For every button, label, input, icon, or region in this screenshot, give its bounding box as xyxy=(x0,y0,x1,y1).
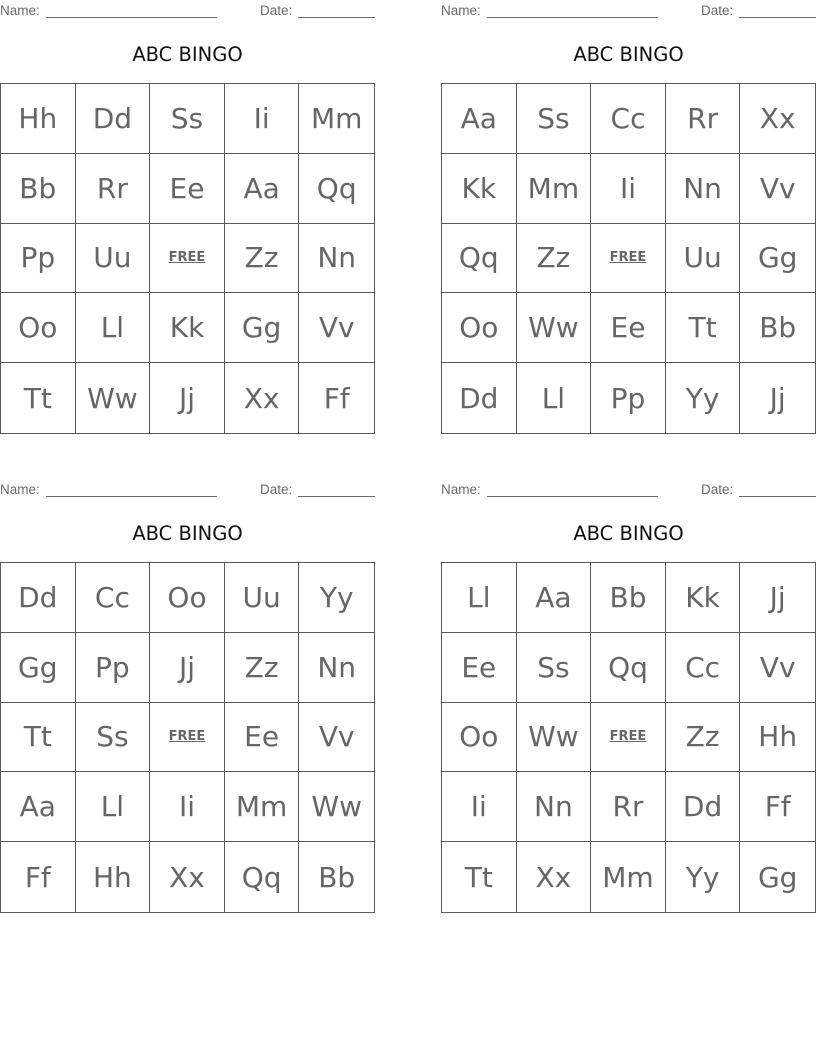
bingo-cell: Ii xyxy=(442,772,517,842)
bingo-cell: Gg xyxy=(740,224,815,294)
bingo-cell: Uu xyxy=(76,224,151,294)
card-title: ABC BINGO xyxy=(132,43,243,66)
bingo-cell: Jj xyxy=(150,363,225,433)
bingo-cell: Ss xyxy=(150,84,225,154)
date-blank-line xyxy=(739,17,816,18)
bingo-cell: Ww xyxy=(517,293,592,363)
bingo-cell: Ff xyxy=(323,381,350,415)
name-blank-line xyxy=(487,17,658,18)
bingo-cell: Aa xyxy=(225,154,300,224)
bingo-card-2 xyxy=(441,0,816,440)
bingo-cell: Oo xyxy=(150,563,225,633)
bingo-cell: Nn xyxy=(517,772,592,842)
bingo-cell: Kk xyxy=(442,154,517,224)
bingo-card-3 xyxy=(0,479,375,919)
name-blank-line xyxy=(46,496,217,497)
bingo-cell: Cc xyxy=(76,563,151,633)
bingo-cell: Bb xyxy=(740,293,815,363)
card-title: ABC BINGO xyxy=(573,522,684,545)
bingo-cell: Ss xyxy=(76,703,151,773)
bingo-cell: Gg xyxy=(1,633,76,703)
card-header-info xyxy=(0,482,375,498)
bingo-cell: Tt xyxy=(442,842,517,912)
bingo-cell: Hh xyxy=(1,84,76,154)
bingo-cell: Ll xyxy=(76,772,151,842)
bingo-cell: Aa xyxy=(442,84,517,154)
bingo-cell: Kk xyxy=(666,563,741,633)
bingo-cell: Vv xyxy=(299,293,374,363)
bingo-cell: Yy xyxy=(666,842,741,912)
name-label: Name: xyxy=(0,482,40,497)
bingo-cell: Vv xyxy=(740,154,815,224)
bingo-cell: Ll xyxy=(76,293,151,363)
bingo-cell: Zz xyxy=(225,633,300,703)
bingo-cell: Ee xyxy=(225,703,300,773)
free-space-cell: FREE xyxy=(591,224,666,294)
bingo-cell: Qq xyxy=(225,842,300,912)
bingo-cell: Nn xyxy=(666,154,741,224)
bingo-cell: Aa xyxy=(1,772,76,842)
card-header-info xyxy=(0,3,375,19)
bingo-cell: Dd xyxy=(442,363,517,433)
bingo-cell: Ss xyxy=(517,84,592,154)
bingo-cell: Pp xyxy=(76,633,151,703)
bingo-cell: Yy xyxy=(299,563,374,633)
date-label: Date: xyxy=(701,482,734,497)
bingo-cell: Ii xyxy=(150,772,225,842)
bingo-cell: Ll xyxy=(442,563,517,633)
bingo-cell: Dd xyxy=(76,84,151,154)
bingo-cell: Dd xyxy=(666,772,741,842)
bingo-cell: Rr xyxy=(591,772,666,842)
bingo-cell: Gg xyxy=(757,860,798,894)
bingo-cell: Xx xyxy=(517,842,592,912)
bingo-cell: Yy xyxy=(666,363,741,433)
bingo-grid xyxy=(0,562,375,913)
bingo-cell: Cc xyxy=(666,633,741,703)
bingo-cell: Vv xyxy=(299,703,374,773)
date-blank-line xyxy=(739,496,816,497)
bingo-cell: Mm xyxy=(591,842,666,912)
bingo-grid xyxy=(0,83,375,434)
bingo-cell: Tt xyxy=(1,703,76,773)
bingo-cell: Ss xyxy=(517,633,592,703)
bingo-cell: Pp xyxy=(591,363,666,433)
bingo-cell: Ii xyxy=(225,84,300,154)
bingo-cell: Bb xyxy=(1,154,76,224)
bingo-cell: Xx xyxy=(225,363,300,433)
name-label: Name: xyxy=(441,482,481,497)
bingo-cell: Gg xyxy=(225,293,300,363)
bingo-cell: Mm xyxy=(299,84,374,154)
bingo-cell: Bb xyxy=(591,563,666,633)
bingo-cell: Hh xyxy=(76,842,151,912)
free-space-cell: FREE xyxy=(150,703,225,773)
bingo-cell: Xx xyxy=(740,84,815,154)
bingo-cell: Ee xyxy=(442,633,517,703)
bingo-cell: Jj xyxy=(769,381,786,415)
bingo-cell: Uu xyxy=(225,563,300,633)
bingo-cell: Ee xyxy=(150,154,225,224)
date-label: Date: xyxy=(701,3,734,18)
bingo-cell: Ii xyxy=(591,154,666,224)
bingo-cell: Ff xyxy=(1,842,76,912)
bingo-cell: Qq xyxy=(442,224,517,294)
free-space-cell: FREE xyxy=(591,703,666,773)
bingo-cell: Zz xyxy=(517,224,592,294)
bingo-grid xyxy=(441,83,816,434)
bingo-cell: Ll xyxy=(517,363,592,433)
bingo-cell: Cc xyxy=(591,84,666,154)
bingo-cell: Jj xyxy=(150,633,225,703)
bingo-cell: Rr xyxy=(666,84,741,154)
bingo-cell: Ff xyxy=(740,772,815,842)
card-title: ABC BINGO xyxy=(573,43,684,66)
bingo-cell: Oo xyxy=(1,293,76,363)
bingo-cell: Kk xyxy=(150,293,225,363)
card-title: ABC BINGO xyxy=(132,522,243,545)
bingo-cell: Aa xyxy=(517,563,592,633)
bingo-grid xyxy=(441,562,816,913)
bingo-cell: Ww xyxy=(299,772,374,842)
free-space-cell: FREE xyxy=(150,224,225,294)
name-blank-line xyxy=(46,17,217,18)
bingo-cell: Rr xyxy=(76,154,151,224)
name-blank-line xyxy=(487,496,658,497)
date-label: Date: xyxy=(260,482,293,497)
bingo-cell: Tt xyxy=(666,293,741,363)
bingo-cell: Tt xyxy=(1,363,76,433)
bingo-cell: Dd xyxy=(1,563,76,633)
bingo-cell: Hh xyxy=(740,703,815,773)
date-blank-line xyxy=(298,496,375,497)
card-header-info xyxy=(441,3,816,19)
bingo-cell: Qq xyxy=(299,154,374,224)
date-label: Date: xyxy=(260,3,293,18)
card-header-info xyxy=(441,482,816,498)
bingo-cell: Ww xyxy=(76,363,151,433)
bingo-cell: Zz xyxy=(666,703,741,773)
bingo-cell: Uu xyxy=(666,224,741,294)
bingo-cell: Jj xyxy=(740,563,815,633)
bingo-cell: Bb xyxy=(318,860,356,894)
bingo-cell: Mm xyxy=(225,772,300,842)
date-blank-line xyxy=(298,17,375,18)
name-label: Name: xyxy=(0,3,40,18)
bingo-cell: Ww xyxy=(517,703,592,773)
bingo-cell: Vv xyxy=(740,633,815,703)
bingo-cell: Nn xyxy=(299,224,374,294)
bingo-cell: Nn xyxy=(299,633,374,703)
bingo-cell: Pp xyxy=(1,224,76,294)
name-label: Name: xyxy=(441,3,481,18)
bingo-cell: Qq xyxy=(591,633,666,703)
bingo-cell: Zz xyxy=(225,224,300,294)
bingo-cell: Mm xyxy=(517,154,592,224)
bingo-cell: Oo xyxy=(442,703,517,773)
bingo-cell: Ee xyxy=(591,293,666,363)
bingo-card-1 xyxy=(0,0,375,440)
bingo-cell: Oo xyxy=(442,293,517,363)
bingo-card-4 xyxy=(441,479,816,919)
bingo-cell: Xx xyxy=(150,842,225,912)
